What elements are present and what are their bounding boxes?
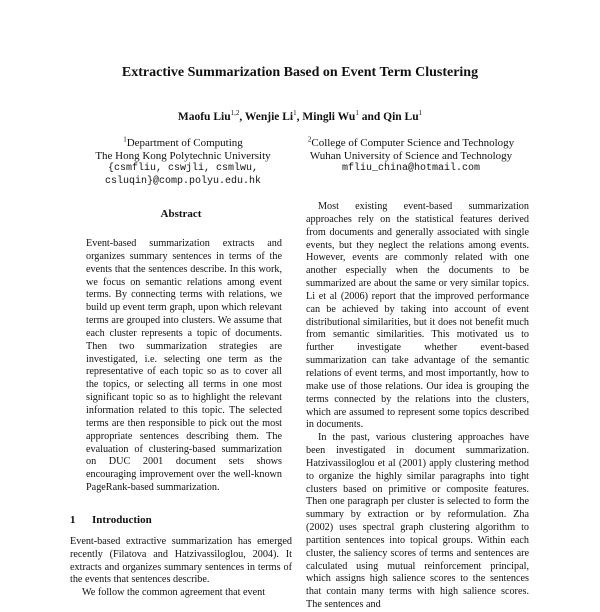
affiliation-email: {csmfliu, cswjli, csmlwu,: [107, 163, 259, 174]
body-paragraph: Most existing event-based summarization approaches rely on the statistical features derived from documents and generally associated with single events, but they neglect the relations among events. However, events are commonly related with one another especially when the documents to be summarized are about the same or very similar topics. Li et al (2006) report that the improved performance can be achieved by taking into account of event distributional similarities, but it does not benefit much from semantic similarities. This motivated us to further investigate whether event-based summarization can take advantage of the semantic relations of event terms, and most importantly, how to make use of those relations. Our idea is grouping the terms connected by the relations into the clusters, which are assumed to represent some topics described in documents.: [306, 201, 529, 431]
section-heading-introduction: [70, 513, 292, 527]
affiliation-department: Department of Computing: [126, 137, 243, 149]
abstract-heading: Abstract: [160, 208, 202, 220]
affiliation-2: [292, 137, 530, 176]
author-separator: and: [358, 111, 384, 123]
introduction-paragraph: Event-based extractive summarization has emerged recently (Filatova and Hatzivassiloglou, 2004). It extracts and organizes summary sentences in terms of the events that sentences describe.: [70, 535, 292, 586]
author-separator: ,: [296, 111, 303, 123]
affiliation-department: College of Computer Science and Technology: [311, 137, 515, 149]
author-affiliation-mark: 1: [418, 109, 423, 118]
author-affiliation-mark: 1: [293, 109, 297, 118]
author-affiliation-mark: 1: [355, 109, 359, 118]
introduction-paragraph: We follow the common agreement that event: [82, 587, 266, 599]
affiliation-mark: 1: [123, 135, 127, 144]
body-paragraph: In the past, various clustering approaches have been investigated in document summarization. Hatzivassiloglou et al (2001) apply clustering method to organize the highly similar paragraphs into tight clusters based on primitive or composite features. Then one paragraph per cluster is selected to form the summary by extraction or by reformulation. Zha (2002) uses spectral graph clustering algorithm to partition sentences into topical groups. Within each cluster, the saliency scores of terms and sentences are calculated using mutual reinforcement principal, which assigns high salience scores to the sentences that contain many terms with high salience scores. The sentences and: [306, 432, 529, 611]
author-affiliation-mark: 1,2: [230, 109, 240, 118]
affiliation-institution: Wuhan University of Science and Technology: [309, 150, 513, 162]
affiliation-email: mfliu_china@hotmail.com: [341, 163, 481, 174]
author-name: Qin Lu: [383, 111, 419, 123]
affiliation-1: [88, 137, 278, 188]
author-name: Mingli Wu: [302, 111, 356, 123]
affiliation-institution: The Hong Kong Polytechnic University: [95, 150, 271, 162]
section-title: Introduction: [92, 513, 152, 526]
author-list: [0, 110, 600, 124]
abstract-text: Event-based summarization extracts and organizes summary sentences in terms of the events that the sentences describe. In this work, we focus on semantic relations among event terms. By connecting terms with relations, we build up event term graph, upon which relevant terms are grouped into clusters. We assume that each cluster represents a topic of documents. Then two summarization strategies are investigated, i.e. selecting one term as the representative of each topic so as to cover all the topics, or selecting all terms in one most significant topic so as to highlight the relevant information related to this topic. The selected terms are then responsible to pick out the most appropriate sentences describing them. The evaluation of clustering-based summarization on DUC 2001 document sets shows encouraging improvement over the well-known PageRank-based summarization.: [86, 238, 282, 494]
right-column: [306, 201, 529, 612]
author-name: Wenjie Li: [244, 111, 294, 123]
affiliation-email: csluqin}@comp.polyu.edu.hk: [104, 175, 262, 187]
author-name: Maofu Liu: [177, 111, 231, 123]
left-column: [70, 207, 292, 600]
section-number: 1: [70, 513, 76, 526]
affiliation-mark: 2: [307, 135, 312, 144]
author-separator: ,: [239, 111, 245, 123]
paper-title: Extractive Summarization Based on Event Term Clustering: [121, 65, 479, 80]
